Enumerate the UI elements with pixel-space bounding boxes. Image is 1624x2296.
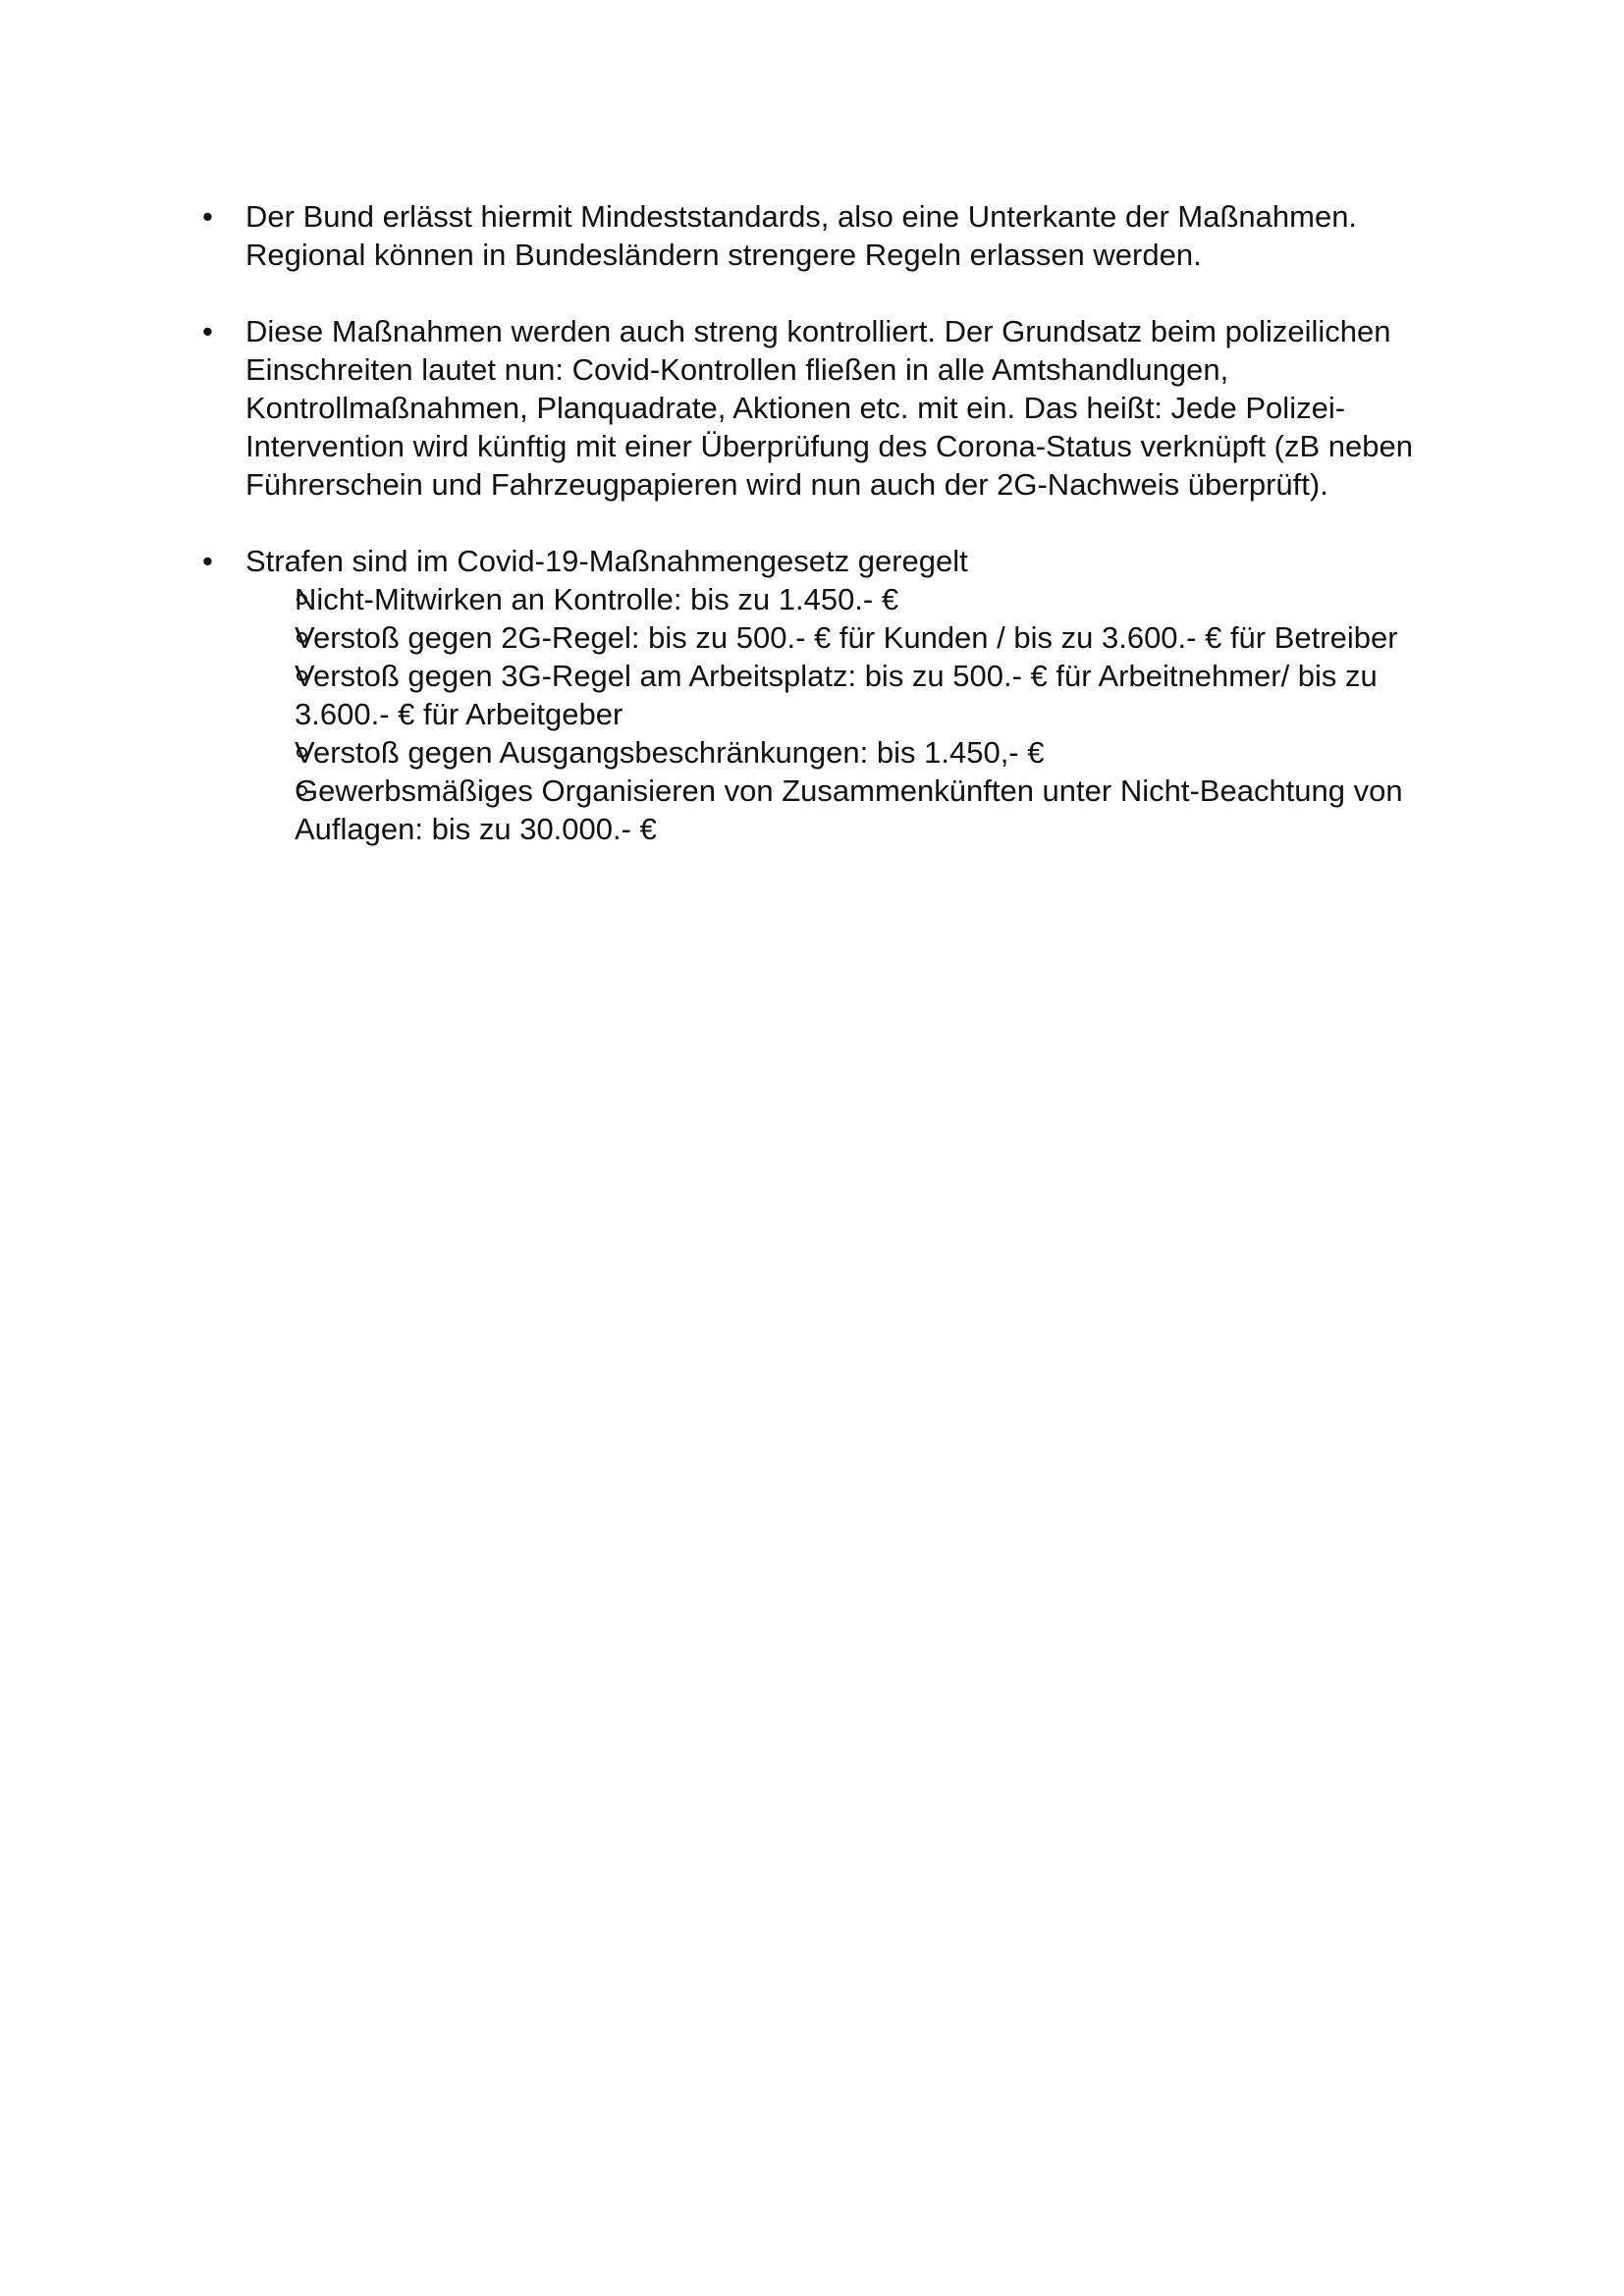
bullet-text: Der Bund erlässt hiermit Mindeststandards, also eine Unterkante der Maßnahmen. Regional können in Bundesländern strengere Regeln erlassen werden. — [245, 199, 1358, 272]
bullet-item-2 — [196, 312, 1434, 504]
bullet-text: Diese Maßnahmen werden auch streng kontrolliert. Der Grundsatz beim polizeilichen Einschreiten lautet nun: Covid-Kontrollen fließen in alle Amtshandlungen, Kontrollmaßnahmen, Planquadrate, Aktionen etc. mit ein. Das heißt: Jede Polizei-Intervention wird künftig mit einer Überprüfung des Corona-Status verknüpft (zB neben Führerschein und Fahrzeugpapieren wird nun auch der 2G-Nachweis überprüft). — [245, 314, 1413, 502]
circle-bullet-icon — [297, 632, 307, 643]
sub-list-item — [196, 657, 1434, 733]
bullet-icon: • — [202, 544, 213, 578]
sub-item-text: Verstoß gegen 2G-Regel: bis zu 500.- € für Kunden / bis zu 3.600.- € für Betreiber — [295, 620, 1398, 655]
bullet-icon: • — [202, 314, 213, 348]
sub-list-item — [196, 580, 1434, 618]
document-body — [196, 197, 1434, 886]
bullet-icon: • — [202, 199, 213, 234]
sub-item-text: Verstoß gegen 3G-Regel am Arbeitsplatz: bis zu 500.- € für Arbeitnehmer/ bis zu 3.600.- € für Arbeitgeber — [295, 659, 1378, 731]
circle-bullet-icon — [297, 670, 307, 681]
circle-bullet-icon — [297, 594, 307, 605]
sub-list-item — [196, 772, 1434, 848]
circle-bullet-icon — [297, 785, 307, 796]
penalty-list — [196, 580, 1434, 848]
sub-list-item — [196, 733, 1434, 772]
bullet-item-3 — [196, 542, 1434, 848]
bullet-item-1 — [196, 197, 1434, 274]
sub-item-text: Gewerbsmäßiges Organisieren von Zusammenkünften unter Nicht-Beachtung von Auflagen: bis zu 30.000.- € — [295, 774, 1403, 846]
sub-item-text: Verstoß gegen Ausgangsbeschränkungen: bis 1.450,- € — [295, 735, 1045, 770]
sub-list-item — [196, 618, 1434, 657]
bullet-text: Strafen sind im Covid-19-Maßnahmengesetz geregelt — [245, 544, 968, 578]
sub-item-text: Nicht-Mitwirken an Kontrolle: bis zu 1.450.- € — [295, 582, 899, 616]
circle-bullet-icon — [297, 747, 307, 758]
